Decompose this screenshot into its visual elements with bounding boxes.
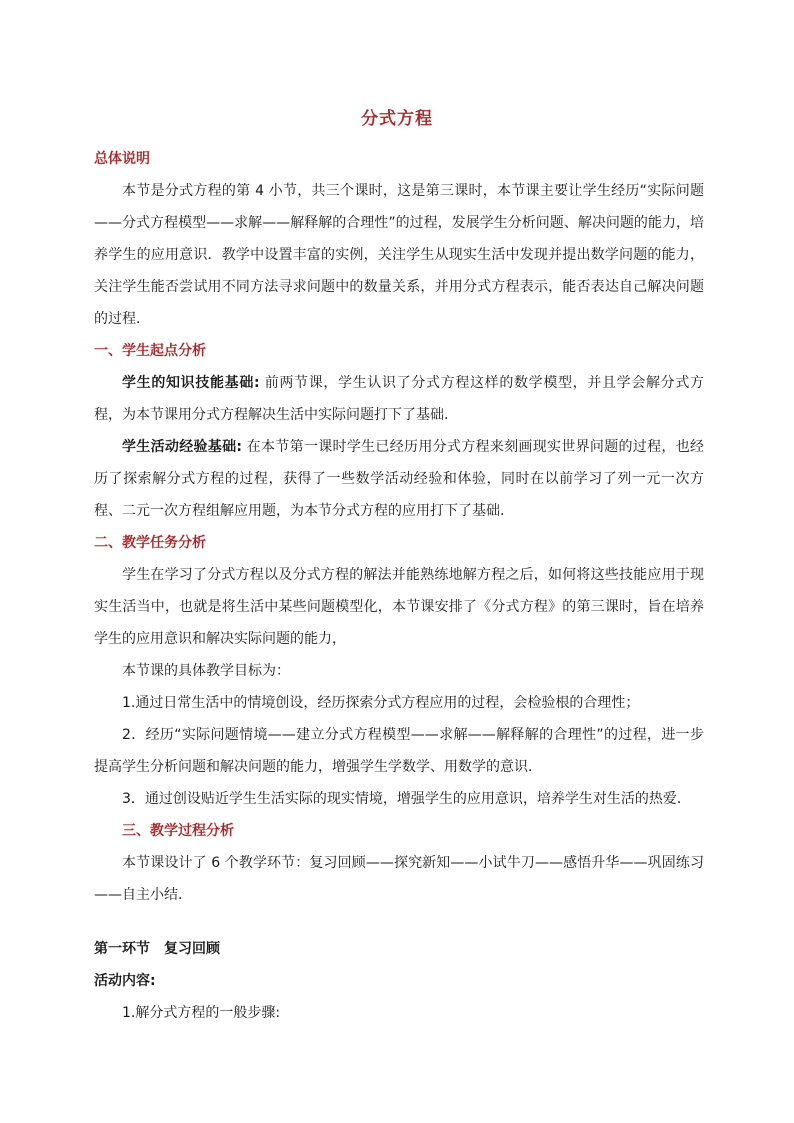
- activity-label: 活动内容:: [94, 973, 156, 989]
- section2-paragraph-1: 学生在学习了分式方程以及分式方程的解法并能熟练地解方程之后，如何将这些技能应用于现实生活当中，也就是将生活中某些问题模型化，本节课安排了《分式方程》的第三课时，旨在培养学生的应用意识和解决实际问题的能力，: [94, 567, 704, 647]
- stage1-item-1: 1.解分式方程的一般步骤:: [122, 1005, 281, 1021]
- document-body: [94, 143, 704, 1029]
- overview-paragraph: 本节是分式方程的第 4 小节，共三个课时，这是第三课时，本节课主要让学生经历“实际问题——分式方程模型——求解——解释解的合理性”的过程，发展学生分析问题、解决问题的能力，培养学生的应用意识．教学中设置丰富的实例，关注学生从现实生活中发现并提出数学问题的能力，关注学生能否尝试用不同方法寻求问题中的数量关系，并用分式方程表示，能否表达自己解决问题的过程．: [94, 183, 704, 327]
- knowledge-basis-label: 学生的知识技能基础:: [122, 375, 260, 391]
- stage1-heading: 第一环节 复习回顾: [94, 941, 220, 957]
- section2-heading: 二、教学任务分析: [94, 535, 206, 551]
- overview-heading: 总体说明: [94, 151, 150, 167]
- spacer: [94, 911, 704, 933]
- section3-heading: 三、教学过程分析: [122, 823, 234, 839]
- goal-item-2: 2．经历“实际问题情境——建立分式方程模型——求解——解释解的合理性”的过程，进一步提高学生分析问题和解决问题的能力，增强学生学数学、用数学的意识．: [94, 727, 704, 775]
- goal-item-1: 1.通过日常生活中的情境创设，经历探索分式方程应用的过程，会检验根的合理性；: [122, 695, 640, 711]
- goal-item-3: 3．通过创设贴近学生生活实际的现实情境，增强学生的应用意识，培养学生对生活的热爱．: [122, 791, 691, 807]
- section1-paragraph-2: [94, 431, 704, 527]
- section1-heading: 一、学生起点分析: [94, 343, 206, 359]
- section1-paragraph-1: [94, 367, 704, 431]
- page-title: 分式方程: [361, 109, 433, 129]
- section2-paragraph-2: 本节课的具体教学目标为：: [122, 663, 290, 679]
- knowledge-basis-text: 前两节课，学生认识了分式方程这样的数学模型，并且学会解分式方程，为本节课用分式方程解决生活中实际问题打下了基础.: [94, 375, 704, 423]
- experience-basis-text: 在本节第一课时学生已经历用分式方程来刻画现实世界问题的过程，也经历了探索解分式方程的过程，获得了一些数学活动经验和体验，同时在以前学习了列一元一次方程、二元一次方程组解应用题，为本节分式方程的应用打下了基础.: [94, 439, 704, 519]
- experience-basis-label: 学生活动经验基础:: [122, 439, 242, 455]
- section3-paragraph: 本节课设计了 6 个教学环节：复习回顾——探究新知——小试牛刀——感悟升华——巩固练习——自主小结.: [94, 855, 704, 903]
